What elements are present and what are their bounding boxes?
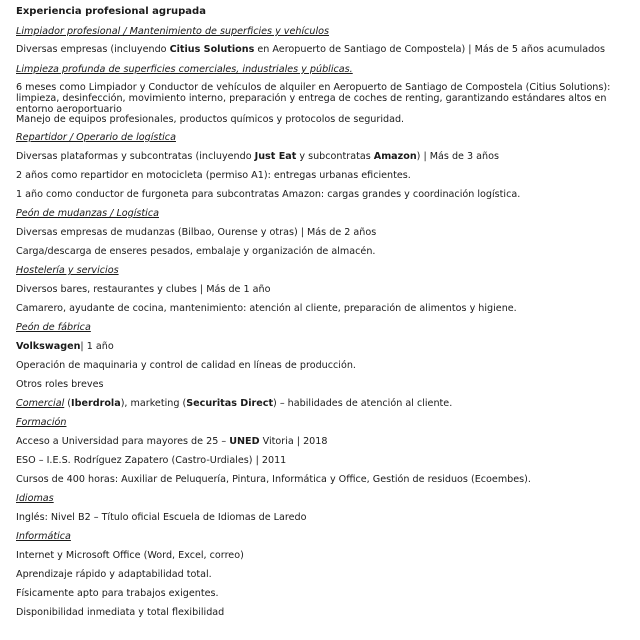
job-summary-fabrica: Volkswagen| 1 año — [16, 341, 114, 352]
formacion-item-1: Acceso a Universidad para mayores de 25 – UNED Vitoria | 2018 — [16, 436, 328, 447]
section-heading-idiomas: Idiomas — [16, 493, 54, 504]
job-heading-repartidor: Repartidor / Operario de logística — [16, 132, 176, 143]
job-detail-hosteleria: Camarero, ayudante de cocina, mantenimiento: atención al cliente, preparación de alimentos y higiene. — [16, 303, 517, 314]
section-heading-informatica: Informática — [16, 531, 71, 542]
job-detail-fabrica: Operación de maquinaria y control de calidad en líneas de producción. — [16, 360, 356, 371]
formacion-item-2: ESO – I.E.S. Rodríguez Zapatero (Castro-Urdiales) | 2011 — [16, 455, 287, 466]
job-heading-hosteleria: Hostelería y servicios — [16, 265, 119, 276]
job-detail-repartidor-1: 2 años como repartidor en motocicleta (permiso A1): entregas urbanas eficientes. — [16, 170, 411, 181]
formacion-item-3: Cursos de 400 horas: Auxiliar de Peluquería, Pintura, Informática y Office, Gestión de residuos (Ecoembes). — [16, 474, 531, 485]
job-heading-otros: Otros roles breves — [16, 379, 104, 390]
informatica-item-2: Aprendizaje rápido y adaptabilidad total. — [16, 569, 212, 580]
job-detail-repartidor-2: 1 año como conductor de furgoneta para subcontratas Amazon: cargas grandes y coordinación logística. — [16, 189, 521, 200]
job-summary-limpiador: Diversas empresas (incluyendo Citius Solutions en Aeropuerto de Santiago de Compostela) | Más de 5 años acumulados — [16, 44, 606, 55]
informatica-item-1: Internet y Microsoft Office (Word, Excel, correo) — [16, 550, 244, 561]
job-summary-hosteleria: Diversos bares, restaurantes y clubes | Más de 1 año — [16, 284, 271, 295]
section-heading-formacion: Formación — [16, 417, 67, 428]
job-summary-repartidor: Diversas plataformas y subcontratas (incluyendo Just Eat y subcontratas Amazon) | Más de 3 años — [16, 151, 499, 162]
informatica-item-4: Disponibilidad inmediata y total flexibilidad — [16, 607, 225, 618]
job-detail-otros: Comercial (Iberdrola), marketing (Securitas Direct) – habilidades de atención al cliente. — [16, 398, 453, 409]
job-heading-fabrica: Peón de fábrica — [16, 322, 91, 333]
job-subheading-limpieza: Limpieza profunda de superficies comerciales, industriales y públicas. — [16, 64, 353, 75]
job-heading-mudanzas: Peón de mudanzas / Logística — [16, 208, 159, 219]
job-heading-limpiador: Limpiador profesional / Mantenimiento de superficies y vehículos — [16, 26, 330, 37]
section-title: Experiencia profesional agrupada — [16, 6, 206, 17]
idiomas-item-1: Inglés: Nivel B2 – Título oficial Escuela de Idiomas de Laredo — [16, 512, 307, 523]
job-detail-mudanzas: Carga/descarga de enseres pesados, embalaje y organización de almacén. — [16, 246, 376, 257]
job-detail-limpiador: 6 meses como Limpiador y Conductor de vehículos de alquiler en Aeropuerto de Santiago de Compostela (Citius Solutions): limpieza, desinfección, movimiento interno, preparación y entrega de coches de renting, garantizando estándares altos en entorno aeroportuario — [16, 82, 611, 115]
job-summary-mudanzas: Diversas empresas de mudanzas (Bilbao, Ourense y otras) | Más de 2 años — [16, 227, 377, 238]
job-equipment-limpiador: Manejo de equipos profesionales, productos químicos y protocolos de seguridad. — [16, 114, 405, 125]
informatica-item-3: Físicamente apto para trabajos exigentes. — [16, 588, 219, 599]
